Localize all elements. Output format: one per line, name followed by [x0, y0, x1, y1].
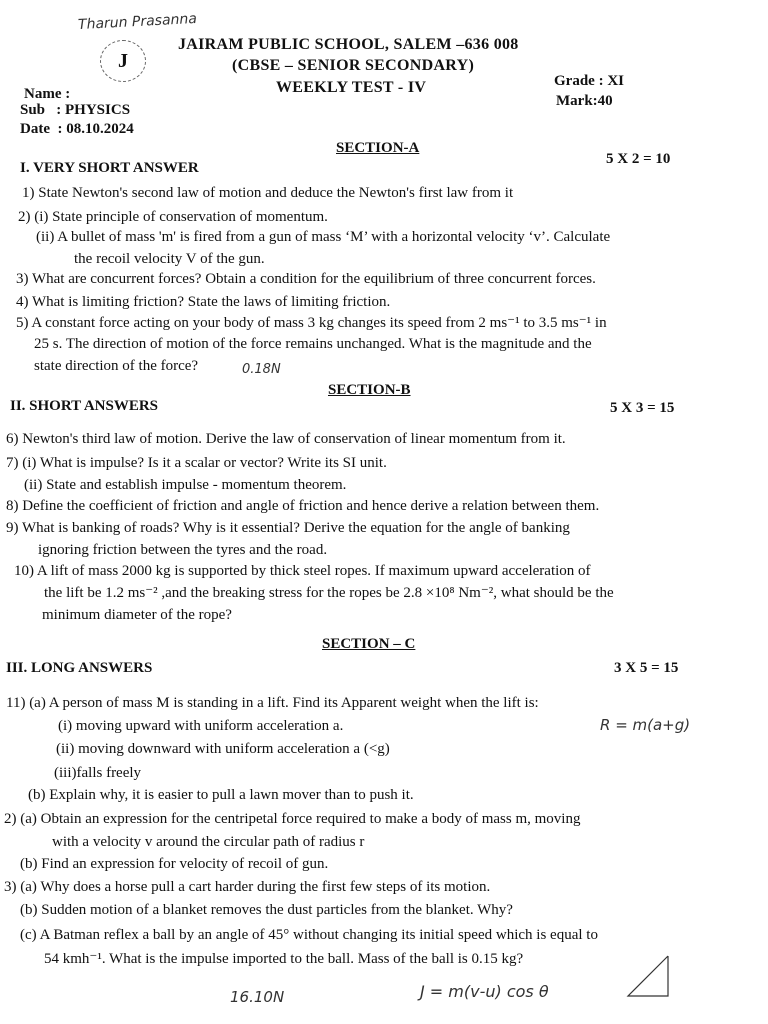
section-c-title: SECTION – C — [322, 636, 416, 652]
subject-field: Sub : PHYSICS — [20, 102, 131, 118]
question-text: 11) (a) A person of mass M is standing in a lift. Find its Apparent weight when the lift is: — [6, 695, 539, 711]
question-text: 1) State Newton's second law of motion and deduce the Newton's first law from it — [22, 185, 514, 201]
handwritten-formula: J = m(v-u) cos θ — [420, 982, 549, 1001]
question-text: 8) Define the coefficient of friction and angle of friction and hence derive a relation between them. — [6, 498, 600, 514]
section-a-marks: 5 X 2 = 10 — [606, 151, 671, 167]
question-text: with a velocity v around the circular path of radius r — [52, 834, 365, 850]
board-name: (CBSE – SENIOR SECONDARY) — [232, 57, 475, 74]
handwritten-formula: R = m(a+g) — [600, 716, 691, 734]
question-text: 4) What is limiting friction? State the laws of limiting friction. — [16, 294, 391, 310]
school-logo — [100, 40, 146, 82]
question-text: the lift be 1.2 ms⁻² ,and the breaking stress for the ropes be 2.8 ×10⁸ Nm⁻², what should be the — [44, 585, 614, 601]
question-text: 25 s. The direction of motion of the force remains unchanged. What is the magnitude and the — [34, 336, 592, 352]
question-text: (c) A Batman reflex a ball by an angle of 45° without changing its initial speed which is equal to — [20, 927, 598, 943]
question-text: minimum diameter of the rope? — [42, 607, 232, 623]
question-text: 3) What are concurrent forces? Obtain a condition for the equilibrium of three concurrent forces. — [16, 271, 596, 287]
question-text: 5) A constant force acting on your body of mass 3 kg changes its speed from 2 ms⁻¹ to 3.5 ms⁻¹ in — [16, 315, 607, 331]
question-text: (ii) A bullet of mass 'm' is fired from a gun of mass ‘M’ with a horizontal velocity ‘v’. Calculate — [36, 229, 611, 245]
question-text: 6) Newton's third law of motion. Derive the law of conservation of linear momentum from it. — [6, 431, 566, 447]
section-b-category: II. SHORT ANSWERS — [10, 398, 159, 414]
section-c-category: III. LONG ANSWERS — [6, 660, 153, 676]
question-text: (b) Sudden motion of a blanket removes the dust particles from the blanket. Why? — [20, 902, 513, 918]
name-field: Name : — [24, 86, 71, 102]
question-text: 7) (i) What is impulse? Is it a scalar or vector? Write its SI unit. — [6, 455, 387, 471]
section-a-category: I. VERY SHORT ANSWER — [20, 160, 199, 176]
question-text: (iii)falls freely — [54, 765, 142, 781]
handwritten-name: Tharun Prasanna — [77, 10, 198, 34]
question-text: ignoring friction between the tyres and the road. — [38, 542, 328, 558]
question-text: 10) A lift of mass 2000 kg is supported by thick steel ropes. If maximum upward acceleration of — [14, 563, 591, 579]
question-text: the recoil velocity V of the gun. — [74, 251, 265, 267]
question-text: state direction of the force? — [34, 358, 199, 374]
question-text: 3) (a) Why does a horse pull a cart harder during the first few steps of its motion. — [4, 879, 491, 895]
handwritten-triangle-sketch — [624, 952, 674, 1002]
question-text: 9) What is banking of roads? Why is it essential? Derive the equation for the angle of banking — [6, 520, 570, 536]
section-a-title: SECTION-A — [336, 140, 420, 156]
grade-field: Grade : XI — [554, 73, 624, 89]
logo-letter: J — [118, 49, 128, 72]
question-text: (b) Explain why, it is easier to pull a lawn mover than to push it. — [28, 787, 414, 803]
section-c-marks: 3 X 5 = 15 — [614, 660, 679, 676]
question-text: 2) (a) Obtain an expression for the centripetal force required to make a body of mass m, moving — [4, 811, 581, 827]
handwritten-answer: 16.10N — [230, 988, 285, 1006]
question-text: (ii) State and establish impulse - momentum theorem. — [24, 477, 347, 493]
section-b-marks: 5 X 3 = 15 — [610, 400, 675, 416]
mark-field: Mark:40 — [556, 93, 613, 109]
section-b-title: SECTION-B — [328, 382, 411, 398]
date-field: Date : 08.10.2024 — [20, 121, 134, 137]
question-text: (ii) moving downward with uniform acceleration a (<g) — [56, 741, 390, 757]
question-text: 2) (i) State principle of conservation of momentum. — [18, 209, 328, 225]
test-name: WEEKLY TEST - IV — [276, 79, 427, 96]
school-name: JAIRAM PUBLIC SCHOOL, SALEM –636 008 — [178, 36, 519, 53]
handwritten-answer: 0.18N — [242, 362, 281, 377]
question-text: (i) moving upward with uniform acceleration a. — [58, 718, 344, 734]
question-text: 54 kmh⁻¹. What is the impulse imported to the ball. Mass of the ball is 0.15 kg? — [44, 951, 524, 967]
question-text: (b) Find an expression for velocity of recoil of gun. — [20, 856, 329, 872]
